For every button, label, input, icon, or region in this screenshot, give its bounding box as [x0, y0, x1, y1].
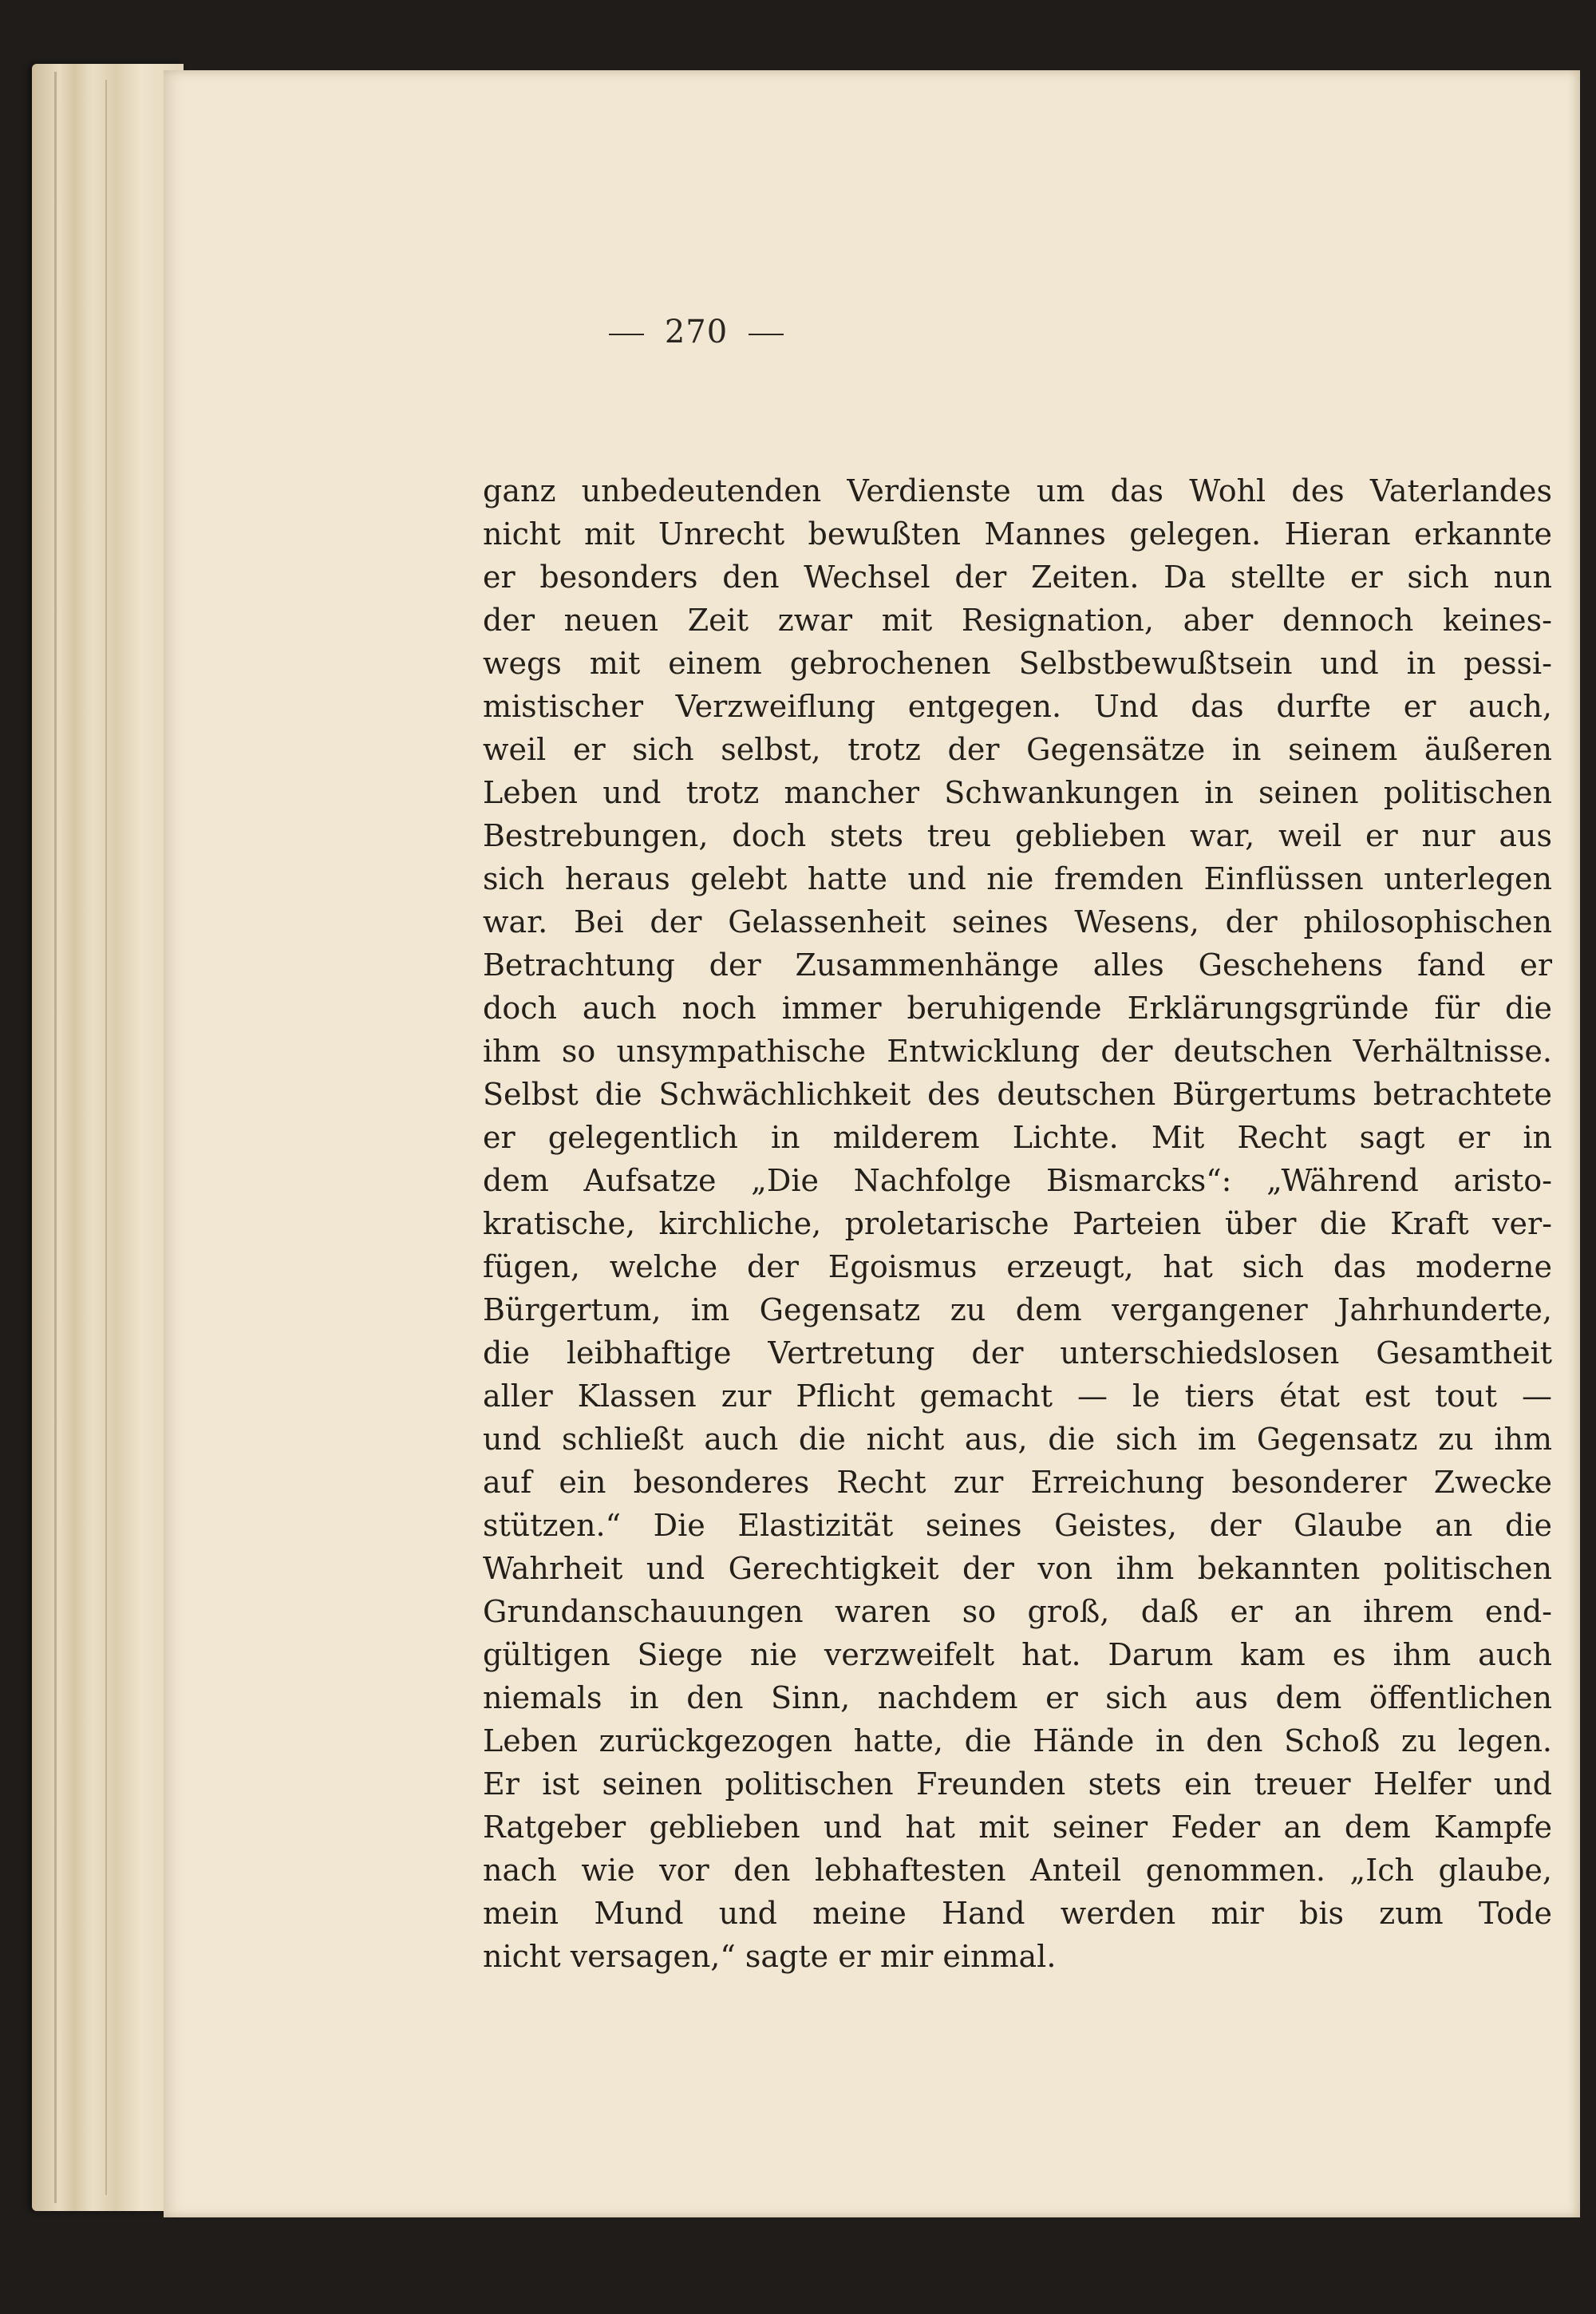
- body-text: [483, 469, 1552, 1978]
- text-line: und schließt auch die nicht aus, die sich im Gegensatz zu ihm: [483, 1422, 1552, 1457]
- text-line: Wahrheit und Gerechtigkeit der von ihm bekannten politischen: [483, 1551, 1552, 1586]
- text-line: wegs mit einem gebrochenen Selbstbewußtsein und in pessi-: [483, 646, 1552, 681]
- text-line: war. Bei der Gelassenheit seines Wesens, der philosophischen: [483, 904, 1552, 939]
- dash-right: [749, 334, 784, 335]
- text-line: Selbst die Schwächlichkeit des deutschen Bürgertums betrachtete: [483, 1077, 1552, 1112]
- text-line: nach wie vor den lebhaftesten Anteil genommen. „Ich glaube,: [483, 1853, 1552, 1888]
- text-line: weil er sich selbst, trotz der Gegensätze in seinem äußeren: [483, 732, 1552, 767]
- text-line: sich heraus gelebt hatte und nie fremden Einflüssen unterlegen: [483, 861, 1552, 896]
- text-line: kratische, kirchliche, proletarische Parteien über die Kraft ver-: [483, 1206, 1552, 1241]
- dash-left: [609, 334, 644, 335]
- book-page: [164, 70, 1580, 2217]
- text-line: Grundanschauungen waren so groß, daß er an ihrem end-: [483, 1594, 1552, 1629]
- text-line: dem Aufsatze „Die Nachfolge Bismarcks“: „Während aristo-: [483, 1163, 1552, 1198]
- text-line: mein Mund und meine Hand werden mir bis zum Tode: [483, 1896, 1552, 1931]
- text-line: Betrachtung der Zusammenhänge alles Geschehens fand er: [483, 947, 1552, 983]
- text-line: stützen.“ Die Elastizität seines Geistes, der Glaube an die: [483, 1508, 1552, 1543]
- text-line: Leben und trotz mancher Schwankungen in seinen politischen: [483, 775, 1552, 810]
- text-line: er besonders den Wechsel der Zeiten. Da stellte er sich nun: [483, 560, 1552, 595]
- text-line: aller Klassen zur Pflicht gemacht — le tiers état est tout —: [483, 1379, 1552, 1414]
- text-line: Er ist seinen politischen Freunden stets ein treuer Helfer und: [483, 1766, 1552, 1802]
- page-edges: [32, 64, 184, 2211]
- text-line: gültigen Siege nie verzweifelt hat. Darum kam es ihm auch: [483, 1637, 1552, 1672]
- text-line: er gelegentlich in milderem Lichte. Mit Recht sagt er in: [483, 1120, 1552, 1155]
- text-line: nicht mit Unrecht bewußten Mannes gelegen. Hieran erkannte: [483, 516, 1552, 552]
- text-line: nicht versagen,“ sagte er mir einmal.: [483, 1939, 1057, 1974]
- text-line: ihm so unsympathische Entwicklung der deutschen Verhältnisse.: [483, 1034, 1552, 1069]
- text-line: Ratgeber geblieben und hat mit seiner Feder an dem Kampfe: [483, 1810, 1552, 1845]
- page-number: 270: [664, 314, 729, 350]
- text-line: doch auch noch immer beruhigende Erklärungsgründe für die: [483, 991, 1552, 1026]
- text-line: Leben zurückgezogen hatte, die Hände in den Schoß zu legen.: [483, 1723, 1552, 1758]
- page-number-header: [164, 314, 1229, 350]
- text-line: Bürgertum, im Gegensatz zu dem vergangener Jahrhunderte,: [483, 1292, 1552, 1327]
- text-line: der neuen Zeit zwar mit Resignation, aber dennoch keines-: [483, 603, 1552, 638]
- text-line: fügen, welche der Egoismus erzeugt, hat sich das moderne: [483, 1249, 1552, 1284]
- text-line: auf ein besonderes Recht zur Erreichung besonderer Zwecke: [483, 1465, 1552, 1500]
- text-line: niemals in den Sinn, nachdem er sich aus dem öffentlichen: [483, 1680, 1552, 1715]
- text-line: mistischer Verzweiflung entgegen. Und das durfte er auch,: [483, 689, 1552, 724]
- text-line: ganz unbedeutenden Verdienste um das Wohl des Vaterlandes: [483, 473, 1552, 508]
- text-line: Bestrebungen, doch stets treu geblieben war, weil er nur aus: [483, 818, 1552, 853]
- text-line: die leibhaftige Vertretung der unterschiedslosen Gesamtheit: [483, 1335, 1552, 1371]
